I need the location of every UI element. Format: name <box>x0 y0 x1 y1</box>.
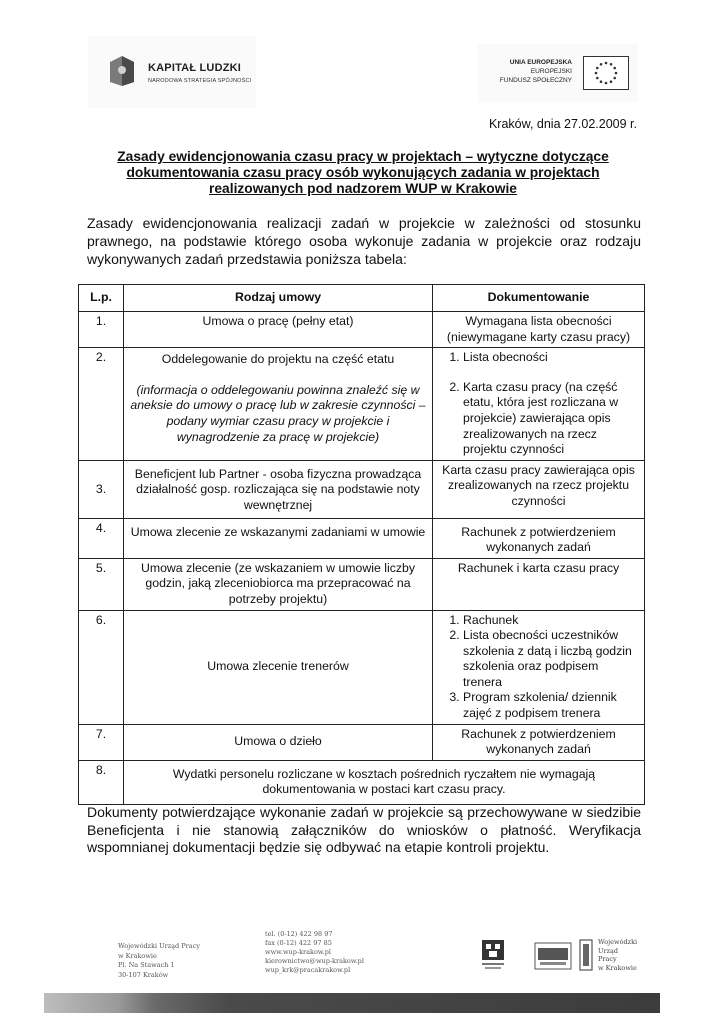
wup-logo-text <box>598 938 637 972</box>
row-number: 8. <box>79 760 124 804</box>
eu-logo <box>478 44 638 102</box>
office-line: Wojewódzki <box>598 938 638 946</box>
documentation-list <box>439 350 638 458</box>
contact-line: tel. (0-12) 422 98 97 <box>265 930 333 938</box>
row-number: 1. <box>79 312 124 348</box>
intro-paragraph: Zasady ewidencjonowania realizacji zadań w projekcie w zależności od stosunku prawnego, na podstawie którego osoba wykonuje zadania w projekcie oraz rodzaju wykonywanych zadań przedstawia poniższa tabela: <box>87 215 641 267</box>
office-line: Pracy <box>598 955 617 963</box>
contact-line: www.wup-krakow.pl <box>265 948 331 956</box>
table-row <box>79 348 645 461</box>
row-documentation: Rachunek z potwierdzeniem wykonanych zadań <box>433 724 645 760</box>
header-rodzaj: Rodzaj umowy <box>124 285 433 312</box>
row-documentation <box>433 610 645 724</box>
contract-text: Umowa o dzieło <box>234 734 322 749</box>
eu-line2: EUROPEJSKI <box>530 68 572 75</box>
address-line: Pl. Na Stawach 1 <box>118 961 175 969</box>
row-documentation: Rachunek i karta czasu pracy <box>433 558 645 610</box>
row-contract-type <box>124 460 433 518</box>
address-line: 30-107 Kraków <box>118 970 169 979</box>
header-dok: Dokumentowanie <box>433 285 645 312</box>
list-item: 3. Program szkolenia/ dziennik zajęć z podpisem trenera <box>463 690 638 721</box>
contact-line: wup_krk@pracakrakow.pl <box>265 966 351 974</box>
list-item: 2. Lista obecności uczestników szkolenia z datą i liczbą godzin szkolenia oraz podpisem trenera <box>463 628 638 690</box>
row-number: 2. <box>79 348 124 461</box>
malopolska-emblem-icon <box>480 938 506 972</box>
rules-table <box>78 284 645 805</box>
documentation-list <box>439 613 638 722</box>
row-number: 5. <box>79 558 124 610</box>
contract-text: Umowa zlecenie ze wskazanymi zadaniami w umowie <box>130 524 426 539</box>
eu-line1: UNIA EUROPEJSKA <box>509 59 572 66</box>
contract-text: Umowa o pracę (pełny etat) <box>202 314 354 328</box>
row-documentation <box>433 348 645 461</box>
table-row <box>79 518 645 558</box>
table-row <box>79 558 645 610</box>
office-line: Urząd <box>598 946 619 955</box>
row-documentation: Karta czasu pracy zawierająca opis zrealizowanych na rzecz projektu czynności <box>433 460 645 518</box>
kapital-ludzki-emblem-icon <box>108 54 136 88</box>
contract-text: Umowa zlecenie (ze wskazaniem w umowie liczby godzin, jaką zleceniobiorca ma przepracować na potrzeby projektu) <box>140 560 416 606</box>
contact-line: kierownictwo@wup-krakow.pl <box>265 957 364 965</box>
document-date: Kraków, dnia 27.02.2009 r. <box>488 117 637 131</box>
row-merged-note: Wydatki personelu rozliczane w kosztach pośrednich ryczałtem nie wymagają dokumentowania w postaci kart czasu pracy. <box>124 760 645 804</box>
contract-text: Oddelegowanie do projektu na część etatu <box>161 352 395 367</box>
partner-logo-icon <box>534 942 572 970</box>
contract-text: Beneficjent lub Partner - osoba fizyczna prowadząca działalność gosp. rozliczająca się na podstawie noty wewnętrznej <box>134 466 422 512</box>
contract-text: Umowa zlecenie trenerów <box>207 659 349 674</box>
contact-line: fax (0-12) 422 97 85 <box>265 939 332 947</box>
row-contract-type <box>124 558 433 610</box>
row-documentation: Rachunek z potwierdzeniem wykonanych zadań <box>433 518 645 558</box>
office-line: w Krakowie <box>598 963 637 972</box>
table-row <box>79 312 645 348</box>
table-row <box>79 610 645 724</box>
table-header-row <box>79 285 645 312</box>
logo-left-subtitle: NARODOWA STRATEGIA SPÓJNOŚCI <box>148 78 252 84</box>
address-line: w Krakowie <box>118 951 157 960</box>
table-row <box>79 460 645 518</box>
table-row <box>79 760 645 804</box>
eu-logo-text <box>500 58 572 85</box>
document-title: Zasady ewidencjonowania czasu pracy w projektach – wytyczne dotyczące dokumentowania czasu pracy osób wykonujących zadania w projektach realizowanych pod nadzorem WUP w Krakowie <box>117 149 609 196</box>
eu-flag-icon <box>583 56 629 90</box>
row-number: 7. <box>79 724 124 760</box>
list-item: 1. Rachunek <box>463 613 638 629</box>
row-contract-type <box>124 348 433 461</box>
address-line: Wojewódzki Urząd Pracy <box>118 942 200 950</box>
contract-note: (informacja o oddelegowaniu powinna znaleźć się w aneksie do umowy o pracę lub w zakresie czynności – podany wymiar czasu pracy w projekcie i wynagrodzenie za pracę w projekcie) <box>130 382 426 444</box>
list-item: 1. Lista obecności <box>463 350 638 366</box>
header-lp: L.p. <box>79 285 124 312</box>
footer-contact <box>265 930 364 975</box>
closing-paragraph: Dokumenty potwierdzające wykonanie zadań w projekcie są przechowywane w siedzibie Beneficjenta i nie stanowią załączników do wniosków o płatność. Weryfikacja wspomnianej dokumentacji będzie się odbywać na etapie kontroli projektu. <box>87 804 641 855</box>
wup-logo-icon <box>578 938 594 972</box>
table-row <box>79 724 645 760</box>
row-number: 6. <box>79 610 124 724</box>
row-contract-type <box>124 312 433 348</box>
logo-left-name: KAPITAŁ LUDZKI <box>148 62 242 74</box>
row-contract-type <box>124 610 433 724</box>
row-documentation: Wymagana lista obecności (niewymagane karty czasu pracy) <box>433 312 645 348</box>
row-number: 3. <box>79 460 124 518</box>
footer-bar <box>44 993 660 1013</box>
list-item: 2. Karta czasu pracy (na część etatu, która jest rozliczana w projekcie) zawierająca opis zrealizowanych na rzecz projektu czynności <box>463 380 638 458</box>
eu-line3: FUNDUSZ SPOŁECZNY <box>499 77 572 84</box>
row-contract-type <box>124 724 433 760</box>
row-number: 4. <box>79 518 124 558</box>
row-contract-type <box>124 518 433 558</box>
kapital-ludzki-logo <box>88 36 256 108</box>
footer-address <box>118 942 200 980</box>
